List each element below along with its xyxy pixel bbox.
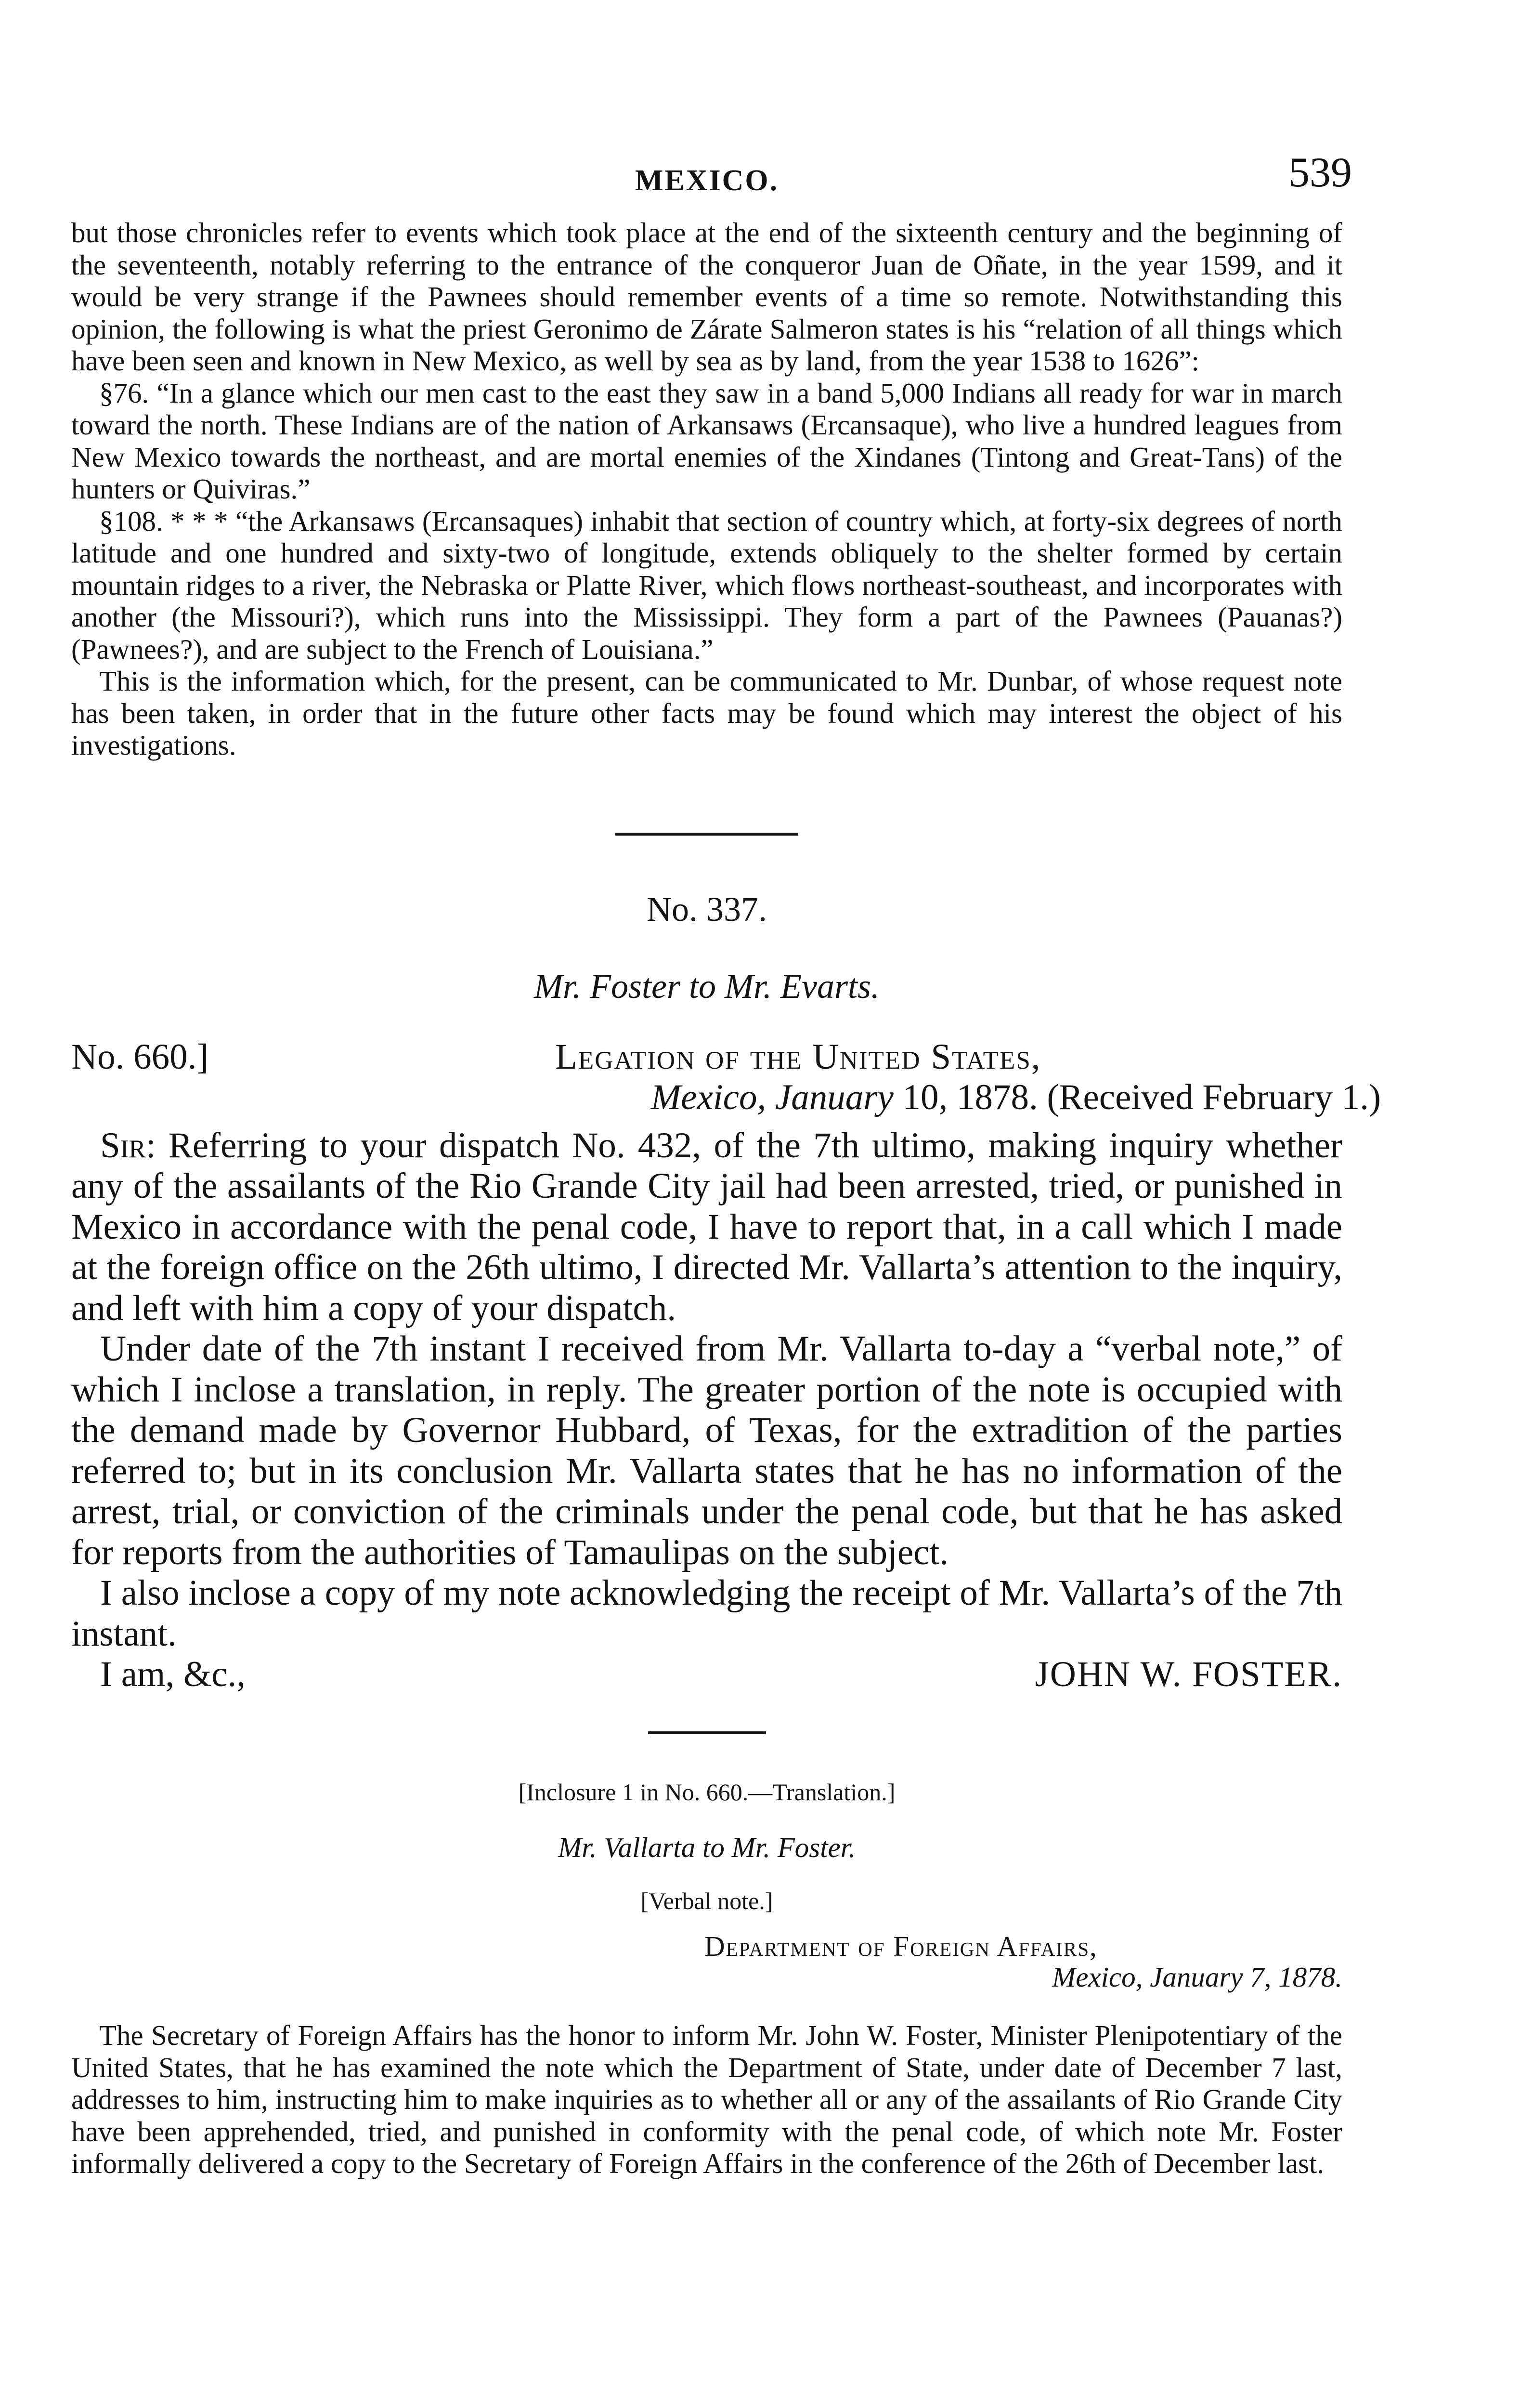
enclosure-header: [Inclosure 1 in No. 660.—Translation.] (518, 1779, 896, 1806)
document-subtitle: Mr. Foster to Mr. Evarts. (534, 967, 880, 1006)
letter-closing (71, 1654, 1342, 1698)
signature: JOHN W. FOSTER. (1035, 1654, 1342, 1694)
prior-document-body (71, 217, 1342, 761)
section-divider (615, 833, 798, 836)
document-number: No. 337. (647, 890, 767, 929)
complimentary-close: I am, &c., (100, 1654, 246, 1694)
department-heading: Department of Foreign Affairs, (704, 1930, 1098, 1962)
prior-paragraph-4: This is the information which, for the present, can be communicated to Mr. Dunbar, of whose request note has been taken, in order that in the future other facts may be found which may interest the object of his investigations. (71, 665, 1342, 761)
salutation: Sir: (100, 1125, 156, 1165)
dateline-rest: 10, 1878. (Received February 1.) (893, 1077, 1381, 1117)
running-head (71, 144, 1352, 202)
enclosure-dateline: Mexico, January 7, 1878. (1052, 1961, 1342, 1993)
prior-paragraph-3: §108. * * * “the Arkansaws (Ercansaques) inhabit that section of country which, at forty-six degrees of north latitude and one hundred and sixty-two of longitude, extends obliquely to the shelter formed by certain mountain ridges to a river, the Nebraska or Platte River, which flows northeast-southeast, and incorporates with another (the Missouri?), which runs into the Mississippi. They form a part of the Pawnees (Pauanas?) (Pawnees?), and are subject to the French of Louisiana.” (71, 505, 1342, 665)
enclosure-divider (648, 1731, 766, 1734)
dispatch-reference: No. 660.] (71, 1036, 209, 1077)
letter-heading (71, 1036, 1381, 1119)
letter-paragraph-1-text: Referring to your dispatch No. 432, of the 7th ultimo, making inquiry whether any of the assailants of the Rio Grande City jail had been arrested, tried, or punished in Mexico in accordance with the penal code, I have to report that, in a call which I made at the foreign office on the 26th ultimo, I directed Mr. Vallarta’s attention to the inquiry, and left with him a copy of your dispatch. (71, 1125, 1342, 1328)
letter-paragraph-3: I also inclose a copy of my note acknowledging the receipt of Mr. Vallarta’s of the 7th instant. (71, 1573, 1342, 1654)
note-type: [Verbal note.] (640, 1887, 773, 1914)
page (71, 144, 1381, 2180)
enclosure-title: Mr. Vallarta to Mr. Foster. (558, 1832, 856, 1863)
dateline (651, 1077, 1381, 1118)
letter-paragraph-2: Under date of the 7th instant I received from Mr. Vallarta to-day a “verbal note,” of which I inclose a translation, in reply. The greater portion of the note is occupied with the demand made by Governor Hubbard, of Texas, for the extradition of the parties referred to; but in its conclusion Mr. Vallarta states that he has no information of the arrest, trial, or conviction of the criminals under the penal code, but that he has asked for reports from the authorities of Tamaulipas on the subject. (71, 1329, 1342, 1572)
enclosure-paragraph-1: The Secretary of Foreign Affairs has the honor to inform Mr. John W. Foster, Minister Plenipotentiary of the United States, that he has examined the note which the Department of State, under date of December 7 last, addresses to him, instructing him to make inquiries as to whether all or any of the assailants of Rio Grande City have been apprehended, tried, and punished in conformity with the penal code, of which note Mr. Foster informally delivered a copy to the Secretary of Foreign Affairs in the conference of the 26th of December last. (71, 2019, 1342, 2179)
running-title: MEXICO. (635, 164, 779, 197)
page-number: 539 (1288, 149, 1352, 196)
letter (71, 1036, 1381, 1698)
legation-heading: Legation of the United States, (555, 1036, 1041, 1077)
dateline-place: Mexico, January (650, 1077, 894, 1117)
letter-paragraph-1 (71, 1125, 1342, 1329)
enclosure-heading (71, 1930, 1342, 1997)
prior-paragraph-1: but those chronicles refer to events which took place at the end of the sixteenth century and the beginning of the seventeenth, notably referring to the entrance of the conqueror Juan de Oñate, in the year 1599, and it would be very strange if the Pawnees should remember events of a time so remote. Notwithstanding this opinion, the following is what the priest Geronimo de Zárate Salmeron states is his “relation of all things which have been seen and known in New Mexico, as well by sea as by land, from the year 1538 to 1626”: (71, 217, 1342, 377)
enclosure-body (71, 2019, 1342, 2180)
prior-paragraph-2: §76. “In a glance which our men cast to the east they saw in a band 5,000 Indians all ready for war in march toward the north. These Indians are of the nation of Arkansaws (Ercansaque), who live a hundred leagues from New Mexico towards the northeast, and are mortal enemies of the Xindanes (Tintong and Great-Tans) of the hunters or Quiviras.” (71, 377, 1342, 505)
